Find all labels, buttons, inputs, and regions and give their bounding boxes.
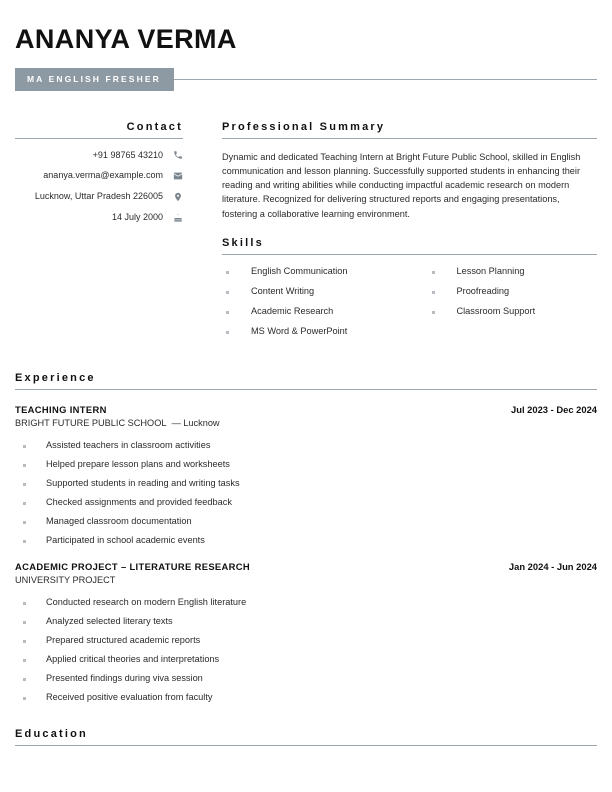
- skill-label: Classroom Support: [456, 305, 536, 316]
- list-item: [15, 597, 597, 609]
- list-item: [15, 673, 597, 685]
- contact-heading: Contact: [126, 120, 183, 133]
- contact-email-value: ananya.verma@example.com: [43, 170, 163, 181]
- summary-skills-column: [222, 121, 597, 346]
- skill-label: English Communication: [251, 265, 348, 276]
- bullet-icon: [23, 483, 26, 486]
- contact-column: [15, 121, 183, 233]
- list-item: [15, 616, 597, 628]
- list-item: [222, 306, 410, 318]
- list-item: [15, 478, 597, 490]
- list-item: [15, 516, 597, 528]
- list-item: [428, 286, 598, 298]
- entry-location: — Lucknow: [171, 418, 220, 429]
- experience-section: [15, 372, 597, 704]
- skill-label: MS Word & PowerPoint: [251, 325, 348, 336]
- list-item: [15, 440, 597, 452]
- title-badge-row: [15, 68, 597, 91]
- entry-bullet-list: [15, 597, 597, 704]
- entry-date: Jul 2023 - Dec 2024: [511, 403, 597, 415]
- education-section: [15, 728, 597, 746]
- entry-date: Jan 2024 - Jun 2024: [508, 560, 597, 572]
- skills-heading: Skills: [222, 236, 264, 249]
- bullet-text: Applied critical theories and interpretations: [46, 653, 220, 664]
- header-divider: [174, 79, 597, 80]
- experience-entry: [15, 404, 597, 547]
- bullet-icon: [226, 271, 229, 274]
- experience-heading: Experience: [15, 371, 96, 384]
- skill-label: Proofreading: [456, 285, 510, 296]
- bullet-icon: [23, 502, 26, 505]
- bullet-icon: [23, 640, 26, 643]
- list-item: [15, 535, 597, 547]
- skill-label: Academic Research: [251, 305, 334, 316]
- bullet-text: Managed classroom documentation: [46, 515, 192, 526]
- list-item: [222, 286, 410, 298]
- entry-organization: [15, 418, 597, 430]
- list-item: [15, 692, 597, 704]
- list-item: [15, 654, 597, 666]
- bullet-text: Received positive evaluation from faculty: [46, 691, 213, 702]
- bullet-icon: [23, 521, 26, 524]
- bullet-icon: [23, 659, 26, 662]
- skills-column-two: [410, 266, 598, 346]
- bullet-text: Checked assignments and provided feedback: [46, 496, 232, 507]
- education-heading-rule: [15, 745, 597, 746]
- entry-organization: [15, 575, 597, 587]
- bullet-icon: [432, 271, 435, 274]
- summary-text: Dynamic and dedicated Teaching Intern at Bright Future Public School, skilled in English communication and lesson planning. Successfully supported students in enhancing their reading and writing abilities while conducting impactful academic research on modern literature. Recognized for delivering structured reports and engaging presentations, fostering a collaborative learning environment.: [222, 151, 581, 219]
- bullet-text: Supported students in reading and writing tasks: [46, 477, 240, 488]
- bullet-icon: [226, 331, 229, 334]
- skills-section: [222, 237, 597, 346]
- resume-header: [15, 0, 597, 91]
- bullet-icon: [23, 445, 26, 448]
- bullet-text: Presented findings during viva session: [46, 672, 203, 683]
- bullet-icon: [23, 621, 26, 624]
- list-item: [222, 326, 410, 338]
- bullet-text: Analyzed selected literary texts: [46, 615, 173, 626]
- bullet-icon: [23, 678, 26, 681]
- contact-address-value: Lucknow, Uttar Pradesh 226005: [34, 191, 163, 202]
- bullet-text: Helped prepare lesson plans and worksheets: [46, 459, 230, 470]
- bullet-icon: [226, 311, 229, 314]
- entry-header: [15, 561, 597, 573]
- contact-item-email: [15, 170, 183, 182]
- entry-bullet-list: [15, 440, 597, 547]
- bullet-text: Prepared structured academic reports: [46, 634, 201, 645]
- contact-item-address: [15, 191, 183, 203]
- list-item: [15, 459, 597, 471]
- upper-columns: [15, 121, 597, 346]
- entry-title: TEACHING INTERN: [15, 403, 107, 415]
- skill-label: Lesson Planning: [456, 265, 525, 276]
- list-item: [428, 266, 598, 278]
- list-item: [222, 266, 410, 278]
- contact-heading-rule: [15, 138, 183, 139]
- bullet-icon: [23, 464, 26, 467]
- summary-heading: Professional Summary: [222, 120, 386, 133]
- bullet-icon: [226, 291, 229, 294]
- education-heading: Education: [15, 727, 88, 740]
- candidate-name: ANANYA VERMA: [15, 24, 237, 54]
- bullet-text: Assisted teachers in classroom activities: [46, 440, 211, 451]
- skills-grid: [222, 266, 597, 346]
- entry-title: ACADEMIC PROJECT – LITERATURE RESEARCH: [15, 560, 251, 572]
- entry-header: [15, 404, 597, 416]
- bullet-icon: [23, 602, 26, 605]
- entry-organization-name: BRIGHT FUTURE PUBLIC SCHOOL: [15, 418, 167, 429]
- contact-birthdate-value: 14 July 2000: [111, 211, 163, 222]
- skill-label: Content Writing: [251, 285, 315, 296]
- list-item: [15, 635, 597, 647]
- bullet-icon: [432, 291, 435, 294]
- birthday-cake-icon: [172, 212, 183, 223]
- entry-organization-name: UNIVERSITY PROJECT: [15, 575, 116, 585]
- envelope-icon: [172, 171, 183, 182]
- bullet-icon: [23, 697, 26, 700]
- experience-entry: [15, 561, 597, 704]
- job-title-badge: MA ENGLISH FRESHER: [15, 68, 174, 91]
- skills-column-one: [222, 266, 410, 346]
- bullet-text: Conducted research on modern English literature: [46, 596, 247, 607]
- bullet-icon: [432, 311, 435, 314]
- experience-heading-rule: [15, 389, 597, 390]
- bullet-icon: [23, 540, 26, 543]
- contact-item-phone: [15, 150, 183, 162]
- contact-phone-value: +91 98765 43210: [92, 149, 163, 160]
- phone-icon: [172, 150, 183, 161]
- bullet-text: Participated in school academic events: [46, 534, 205, 545]
- list-item: [15, 497, 597, 509]
- summary-heading-rule: [222, 138, 597, 139]
- list-item: [428, 306, 598, 318]
- skills-heading-rule: [222, 254, 597, 255]
- location-pin-icon: [172, 191, 183, 202]
- contact-item-birthdate: [15, 212, 183, 224]
